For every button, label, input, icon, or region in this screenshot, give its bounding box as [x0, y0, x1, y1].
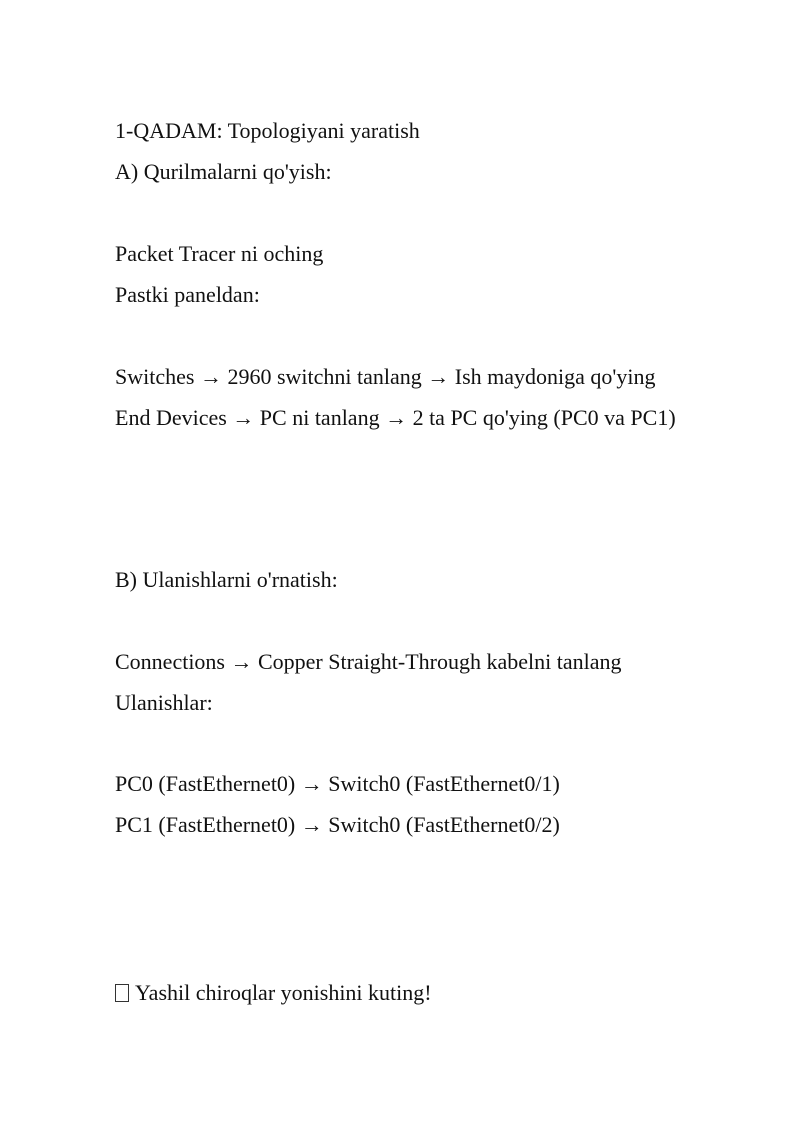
- section-b-intro-2: Ulanishlar:: [115, 690, 213, 715]
- missing-glyph-icon: [115, 984, 129, 1002]
- section-b-heading: B) Ulanishlarni o'rnatish:: [115, 567, 338, 592]
- step-title: 1-QADAM: Topologiyani yaratish: [115, 118, 420, 143]
- section-a-intro-2: Pastki paneldan:: [115, 282, 260, 307]
- section-a-item-end-devices: End Devices → PC ni tanlang → 2 ta PC qo'ying (PC0 va PC1): [115, 405, 676, 430]
- section-a-item-switches: Switches → 2960 switchni tanlang → Ish maydoniga qo'ying: [115, 364, 656, 389]
- note-line: [115, 980, 432, 1006]
- connection-item-pc1: PC1 (FastEthernet0) → Switch0 (FastEthernet0/2): [115, 812, 560, 837]
- section-a-heading: A) Qurilmalarni qo'yish:: [115, 159, 332, 184]
- note-text: Yashil chiroqlar yonishini kuting!: [135, 980, 432, 1005]
- section-a-intro-1: Packet Tracer ni oching: [115, 241, 324, 266]
- section-b-intro-1: Connections → Copper Straight-Through kabelni tanlang: [115, 649, 622, 674]
- connection-item-pc0: PC0 (FastEthernet0) → Switch0 (FastEthernet0/1): [115, 771, 560, 796]
